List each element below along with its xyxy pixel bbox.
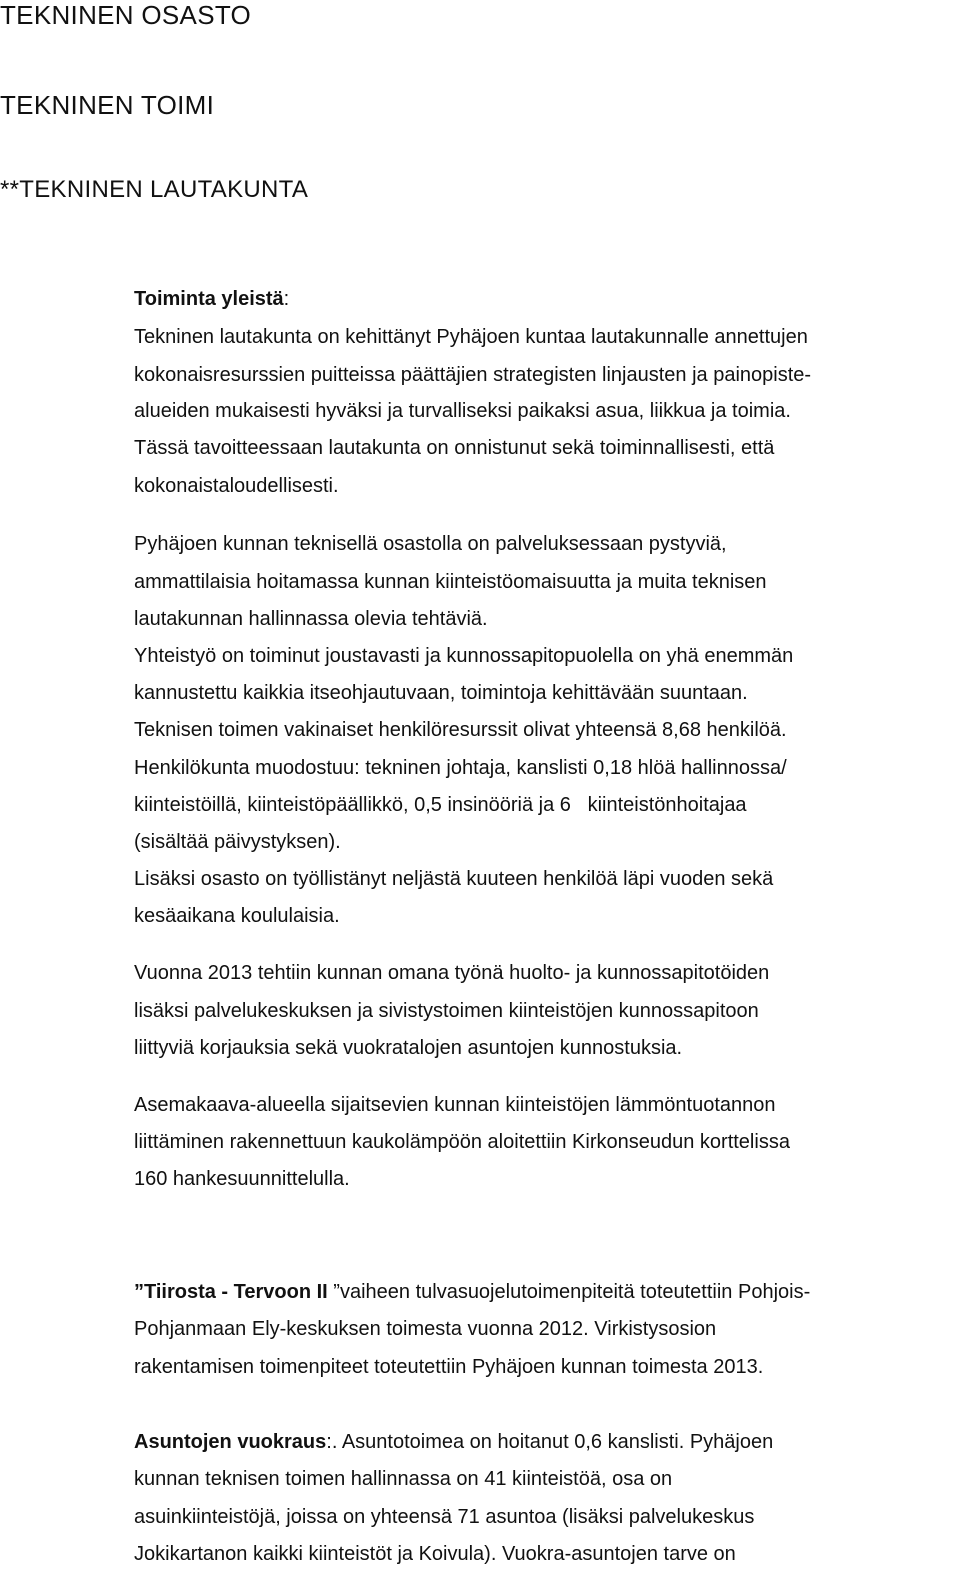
text-line: ammattilaisia hoitamassa kunnan kiinteistöomaisuutta ja muita teknisen <box>134 571 767 593</box>
text-line: Henkilökunta muodostuu: tekninen johtaja, kanslisti 0,18 hlöä hallinnossa/ <box>134 757 787 779</box>
text-line: Tässä tavoitteessaan lautakunta on onnistunut sekä toiminnallisesti, että <box>134 437 775 459</box>
text-line: rakentamisen toimenpiteet toteutettiin Pyhäjoen kunnan toimesta 2013. <box>134 1356 764 1378</box>
text-line: Jokikartanon kaikki kiinteistöt ja Koivula). Vuokra-asuntojen tarve on <box>134 1543 736 1565</box>
text-line: liittäminen rakennettuun kaukolämpöön aloitettiin Kirkonseudun korttelissa <box>134 1131 790 1153</box>
section-label-colon: : <box>283 288 290 310</box>
heading-tekninen-toimi: TEKNINEN TOIMI <box>0 90 215 120</box>
text-line: asuinkiinteistöjä, joissa on yhteensä 71 asuntoa (lisäksi palvelukeskus <box>134 1506 755 1528</box>
text-line <box>134 1280 810 1304</box>
text-line: Tekninen lautakunta on kehittänyt Pyhäjoen kuntaa lautakunnalle annettujen <box>134 326 808 348</box>
text-line: 160 hankesuunnittelulla. <box>134 1168 350 1190</box>
text-line: kunnan teknisen toimen hallinnassa on 41 kiinteistöä, osa on <box>134 1468 673 1490</box>
project-name: ”Tiirosta - Tervoon II <box>134 1281 328 1303</box>
text-line <box>134 1430 773 1454</box>
text-line: alueiden mukaisesti hyväksi ja turvalliseksi paikaksi asua, liikkua ja toimia. <box>134 400 791 422</box>
text-line: Pyhäjoen kunnan teknisellä osastolla on palveluksessaan pystyviä, <box>134 533 727 555</box>
text-line: Teknisen toimen vakinaiset henkilöresurssit olivat yhteensä 8,68 henkilöä. <box>134 719 787 741</box>
text-line: lisäksi palvelukeskuksen ja sivistystoimen kiinteistöjen kunnossapitoon <box>134 1000 759 1022</box>
text-line: Yhteistyö on toiminut joustavasti ja kunnossapitopuolella on yhä enemmän <box>134 645 794 667</box>
text-line: Lisäksi osasto on työllistänyt neljästä kuuteen henkilöä läpi vuoden sekä <box>134 868 774 890</box>
text-line: liittyviä korjauksia sekä vuokratalojen asuntojen kunnostuksia. <box>134 1037 683 1059</box>
text-line: kokonaisresurssien puitteissa päättäjien strategisten linjausten ja painopiste- <box>134 364 812 386</box>
text-line: Asemakaava-alueella sijaitsevien kunnan kiinteistöjen lämmöntuotannon <box>134 1094 776 1116</box>
text-line: (sisältää päivystyksen). <box>134 831 341 853</box>
text-line-rest: :. Asuntotoimea on hoitanut 0,6 kanslisti. Pyhäjoen <box>326 1431 774 1453</box>
text-line: kesäaikana koululaisia. <box>134 905 340 927</box>
text-line: lautakunnan hallinnassa olevia tehtäviä. <box>134 608 488 630</box>
text-line: kokonaistaloudellisesti. <box>134 475 339 497</box>
heading-tekninen-lautakunta: **TEKNINEN LAUTAKUNTA <box>0 176 309 203</box>
text-line: Pohjanmaan Ely-keskuksen toimesta vuonna 2012. Virkistysosion <box>134 1318 717 1340</box>
text-line: Vuonna 2013 tehtiin kunnan omana työnä huolto- ja kunnossapitotöiden <box>134 962 770 984</box>
text-line-rest: ”vaiheen tulvasuojelutoimenpiteitä toteutettiin Pohjois- <box>327 1281 811 1303</box>
section-label-text: Toiminta yleistä <box>134 288 284 310</box>
section-label-toiminta-yleista <box>134 287 289 311</box>
text-line: kiinteistöillä, kiinteistöpäällikkö, 0,5 insinööriä ja 6 kiinteistönhoitajaa <box>134 794 747 816</box>
heading-tekninen-osasto: TEKNINEN OSASTO <box>0 0 252 30</box>
text-line: kannustettu kaikkia itseohjautuvaan, toimintoja kehittävään suuntaan. <box>134 682 748 704</box>
section-label-asuntojen-vuokraus: Asuntojen vuokraus <box>134 1431 327 1453</box>
